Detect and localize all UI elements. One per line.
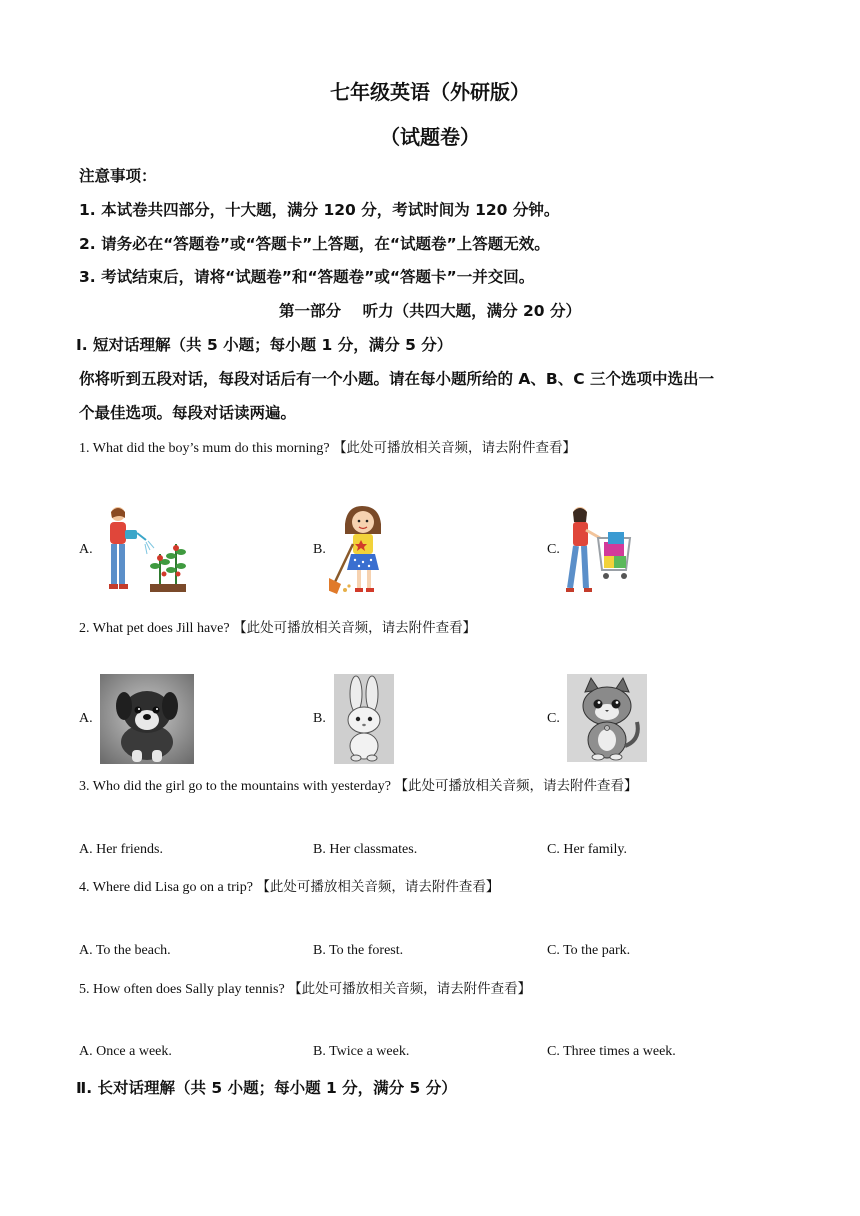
q1-option-c-label: C. <box>547 542 560 557</box>
q3-option-a: A. Her friends. <box>79 842 163 857</box>
part-heading: 第一部分 听力（共四大题，满分 20 分） <box>279 302 581 320</box>
audio-note[interactable]: 【此处可播放相关音频，请去附件查看】 <box>288 981 532 997</box>
q3-option-c: C. Her family. <box>547 842 627 857</box>
puppy-image <box>100 674 194 764</box>
notes-heading: 注意事项： <box>79 167 157 185</box>
audio-note[interactable]: 【此处可播放相关音频，请去附件查看】 <box>394 778 638 794</box>
q2-option-c-label: C. <box>547 711 560 726</box>
question-1-text: 1. What did the boy’s mum do this morning? <box>79 441 330 456</box>
q1-option-a-label: A. <box>79 542 93 557</box>
question-4-text: 4. Where did Lisa go on a trip? <box>79 880 253 895</box>
kitten-image <box>567 674 647 762</box>
watering-plants-image <box>98 504 194 596</box>
q4-option-a: A. To the beach. <box>79 943 171 958</box>
section1-heading: Ⅰ. 短对话理解（共 5 小题；每小题 1 分，满分 5 分） <box>76 336 453 354</box>
question-3-text: 3. Who did the girl go to the mountains with yesterday? <box>79 779 391 794</box>
page-subtitle: （试题卷） <box>380 125 480 149</box>
q2-option-b-label: B. <box>313 711 326 726</box>
q2-option-a-label: A. <box>79 711 93 726</box>
note-item-1: 1. 本试卷共四部分，十大题，满分 120 分，考试时间为 120 分钟。 <box>79 201 560 219</box>
q3-option-b: B. Her classmates. <box>313 842 418 857</box>
q5-option-c: C. Three times a week. <box>547 1044 676 1059</box>
question-3 <box>79 774 637 795</box>
section1-instructions: 你将听到五段对话，每段对话后有一个小题。请在每小题所给的 A、B、C 三个选项中选出一 <box>79 370 714 388</box>
question-1 <box>79 436 576 457</box>
page-title: 七年级英语（外研版） <box>330 80 530 104</box>
question-5 <box>79 977 531 998</box>
question-5-text: 5. How often does Sally play tennis? <box>79 982 285 997</box>
q5-option-b: B. Twice a week. <box>313 1044 410 1059</box>
audio-note[interactable]: 【此处可播放相关音频，请去附件查看】 <box>333 440 577 456</box>
q4-option-b: B. To the forest. <box>313 943 404 958</box>
note-item-3: 3. 考试结束后，请将“试题卷”和“答题卷”或“答题卡”一并交回。 <box>79 268 535 286</box>
rabbit-image <box>334 674 394 764</box>
note-item-2: 2. 请务必在“答题卷”或“答题卡”上答题，在“试题卷”上答题无效。 <box>79 235 550 253</box>
audio-note[interactable]: 【此处可播放相关音频，请去附件查看】 <box>256 879 500 895</box>
q1-option-b-label: B. <box>313 542 326 557</box>
audio-note[interactable]: 【此处可播放相关音频，请去附件查看】 <box>233 620 477 636</box>
section2-heading: Ⅱ. 长对话理解（共 5 小题；每小题 1 分，满分 5 分） <box>76 1079 457 1097</box>
q4-option-c: C. To the park. <box>547 943 631 958</box>
question-2-text: 2. What pet does Jill have? <box>79 621 230 636</box>
shopping-cart-image <box>566 504 634 596</box>
q5-option-a: A. Once a week. <box>79 1044 172 1059</box>
section1-instructions-cont: 个最佳选项。每段对话读两遍。 <box>79 404 297 422</box>
sweeping-girl-image <box>329 504 401 596</box>
question-2 <box>79 616 476 637</box>
question-4 <box>79 875 499 896</box>
